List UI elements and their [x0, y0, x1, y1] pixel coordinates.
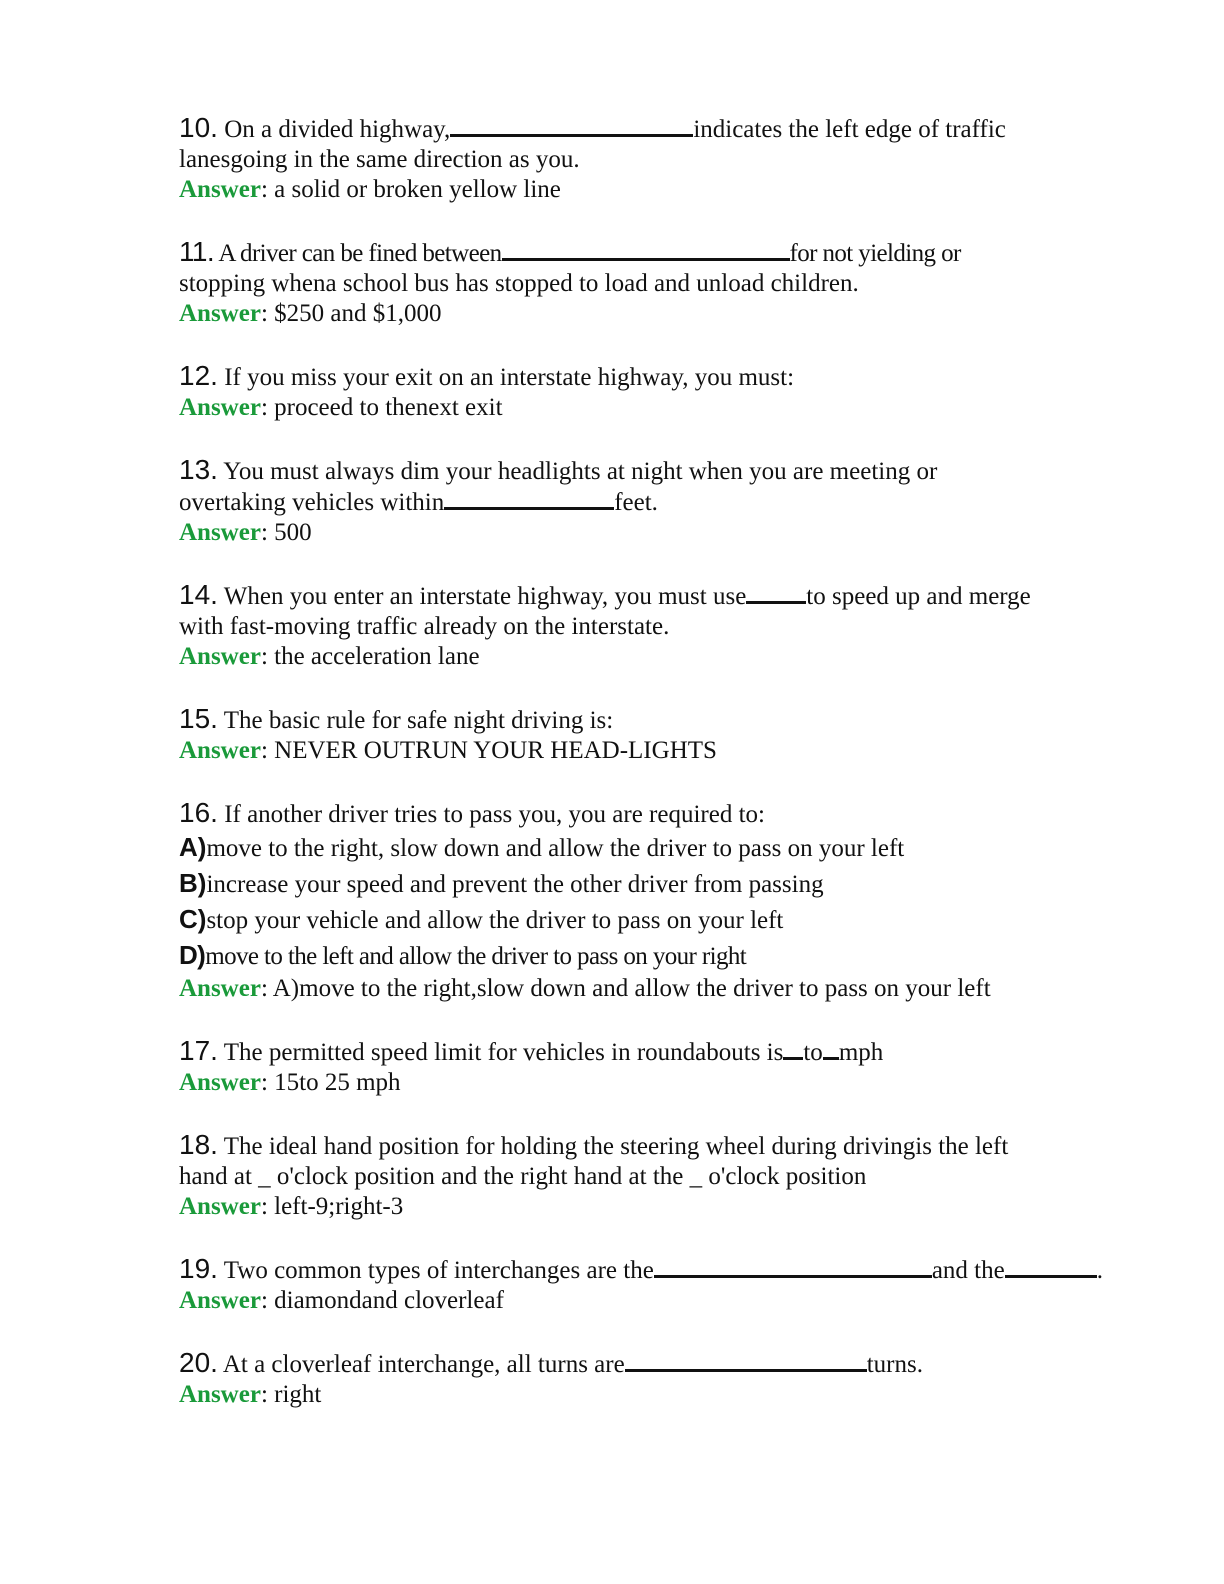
- question-13: [179, 455, 1189, 548]
- option-letter: D): [179, 940, 206, 970]
- question-text-part: overtaking vehicles within: [179, 489, 445, 516]
- fill-blank: [625, 1349, 867, 1372]
- question-number: 14.: [179, 579, 218, 610]
- question-text-part: If another driver tries to pass you, you are required to:: [224, 801, 765, 828]
- question-text: [179, 580, 1189, 612]
- question-text-part: You must always dim your headlights at night when you are meeting or: [223, 458, 938, 485]
- answer-label: Answer: [179, 643, 261, 670]
- answer-label: Answer: [179, 300, 261, 327]
- option-text: move to the right, slow down and allow the driver to pass on your left: [206, 835, 905, 862]
- option-letter: A): [179, 832, 207, 862]
- question-text-part: Two common types of interchanges are the: [223, 1257, 654, 1284]
- answer-label: Answer: [179, 1069, 261, 1096]
- fill-blank: [450, 114, 693, 137]
- answer-text: : the acceleration lane: [260, 643, 480, 670]
- option-letter: C): [179, 904, 207, 934]
- question-text: [179, 1036, 1189, 1068]
- fill-blank: [823, 1037, 839, 1060]
- question-number: 12.: [179, 360, 218, 391]
- fill-blank: [444, 487, 614, 510]
- answer-text: : diamondand cloverleaf: [260, 1287, 504, 1314]
- question-text: [179, 1254, 1189, 1286]
- answer-text: : NEVER OUTRUN YOUR HEAD-LIGHTS: [260, 737, 717, 764]
- question-text-part: indicates the left edge of traffic: [693, 116, 1006, 143]
- question-text: [179, 237, 1189, 269]
- question-number: 18.: [179, 1129, 218, 1160]
- answer-line: [179, 1192, 1189, 1222]
- fill-blank: [654, 1255, 932, 1278]
- fill-blank: [783, 1037, 803, 1060]
- answer-text: : $250 and $1,000: [260, 300, 442, 327]
- fill-blank: [746, 581, 806, 604]
- answer-label: Answer: [179, 1381, 261, 1408]
- question-text-part: A driver can be fined between: [218, 240, 502, 267]
- question-number: 15.: [179, 703, 218, 734]
- question-text-part: On a divided highway,: [224, 116, 451, 143]
- question-text: [179, 704, 1189, 736]
- question-14: [179, 580, 1189, 672]
- answer-text: : proceed to thenext exit: [260, 394, 503, 421]
- question-11: [179, 237, 1189, 329]
- question-text-continued: stopping whena school bus has stopped to load and unload children.: [179, 270, 859, 297]
- fill-blank: [1005, 1255, 1097, 1278]
- question-text: [179, 798, 1189, 830]
- question-text-part: to speed up and merge: [806, 583, 1031, 610]
- question-text-part: The ideal hand position for holding the steering wheel during drivingis the left: [223, 1133, 1009, 1160]
- answer-line: [179, 518, 1189, 548]
- option-letter: B): [179, 868, 207, 898]
- fill-blank: [502, 238, 790, 261]
- question-text: [179, 361, 1189, 393]
- question-20: [179, 1348, 1189, 1410]
- question-text-part: At a cloverleaf interchange, all turns are: [222, 1351, 625, 1378]
- answer-label: Answer: [179, 975, 261, 1002]
- question-text: [179, 455, 1189, 487]
- answer-label: Answer: [179, 1287, 261, 1314]
- question-number: 20.: [179, 1347, 218, 1378]
- question-19: [179, 1254, 1189, 1316]
- option-b: [179, 866, 1189, 902]
- question-number: 19.: [179, 1253, 218, 1284]
- answer-label: Answer: [179, 737, 261, 764]
- option-text: move to the left and allow the driver to pass on your right: [205, 943, 747, 970]
- question-text-continued: hand at _ o'clock position and the right hand at the _ o'clock position: [179, 1163, 867, 1190]
- question-17: [179, 1036, 1189, 1098]
- question-number: 17.: [179, 1035, 218, 1066]
- question-text-continued: with fast-moving traffic already on the interstate.: [179, 613, 670, 640]
- answer-text: : A)move to the right,slow down and allow the driver to pass on your left: [260, 975, 991, 1002]
- answer-line: [179, 1068, 1189, 1098]
- answer-text: : left-9;right-3: [260, 1193, 404, 1220]
- answer-line: [179, 299, 1189, 329]
- question-text-continued: [179, 487, 1189, 518]
- question-number: 11.: [179, 236, 215, 267]
- question-text-part: If you miss your exit on an interstate highway, you must:: [224, 364, 795, 391]
- question-list: [179, 113, 1189, 1442]
- answer-text: : a solid or broken yellow line: [260, 176, 561, 203]
- question-text-part: for not yielding or: [789, 240, 961, 267]
- answer-text: : 15to 25 mph: [260, 1069, 401, 1096]
- option-text: stop your vehicle and allow the driver to pass on your left: [206, 907, 784, 934]
- answer-line: [179, 1286, 1189, 1316]
- question-text-part: mph: [838, 1039, 884, 1066]
- question-text-part: The basic rule for safe night driving is:: [223, 707, 614, 734]
- question-text-part: to: [803, 1039, 823, 1066]
- answer-line: [179, 974, 1189, 1004]
- question-15: [179, 704, 1189, 766]
- option-c: [179, 902, 1189, 938]
- option-text: increase your speed and prevent the other driver from passing: [206, 871, 824, 898]
- question-text: [179, 1130, 1189, 1162]
- answer-line: [179, 642, 1189, 672]
- question-16: [179, 798, 1189, 1004]
- option-d: [179, 938, 1189, 974]
- question-text-part: feet.: [614, 489, 658, 516]
- answer-label: Answer: [179, 176, 261, 203]
- question-text: [179, 1348, 1189, 1380]
- question-text-part: When you enter an interstate highway, you must use: [223, 583, 747, 610]
- question-text: [179, 113, 1189, 145]
- answer-text: : right: [260, 1381, 322, 1408]
- question-number: 16.: [179, 797, 218, 828]
- question-number: 13.: [179, 454, 218, 485]
- question-number: 10.: [179, 112, 218, 143]
- question-text-part: The permitted speed limit for vehicles in roundabouts is: [223, 1039, 784, 1066]
- question-text-continued: lanesgoing in the same direction as you.: [179, 146, 580, 173]
- answer-line: [179, 175, 1189, 205]
- question-10: [179, 113, 1189, 205]
- answer-text: : 500: [260, 519, 312, 546]
- answer-label: Answer: [179, 519, 261, 546]
- question-18: [179, 1130, 1189, 1222]
- question-text-part: and the: [931, 1257, 1005, 1284]
- option-a: [179, 830, 1189, 866]
- question-text-part: turns.: [866, 1351, 923, 1378]
- answer-line: [179, 393, 1189, 423]
- question-text-part: .: [1096, 1257, 1103, 1284]
- answer-label: Answer: [179, 1193, 261, 1220]
- answer-line: [179, 1380, 1189, 1410]
- answer-label: Answer: [179, 394, 261, 421]
- question-12: [179, 361, 1189, 423]
- answer-line: [179, 736, 1189, 766]
